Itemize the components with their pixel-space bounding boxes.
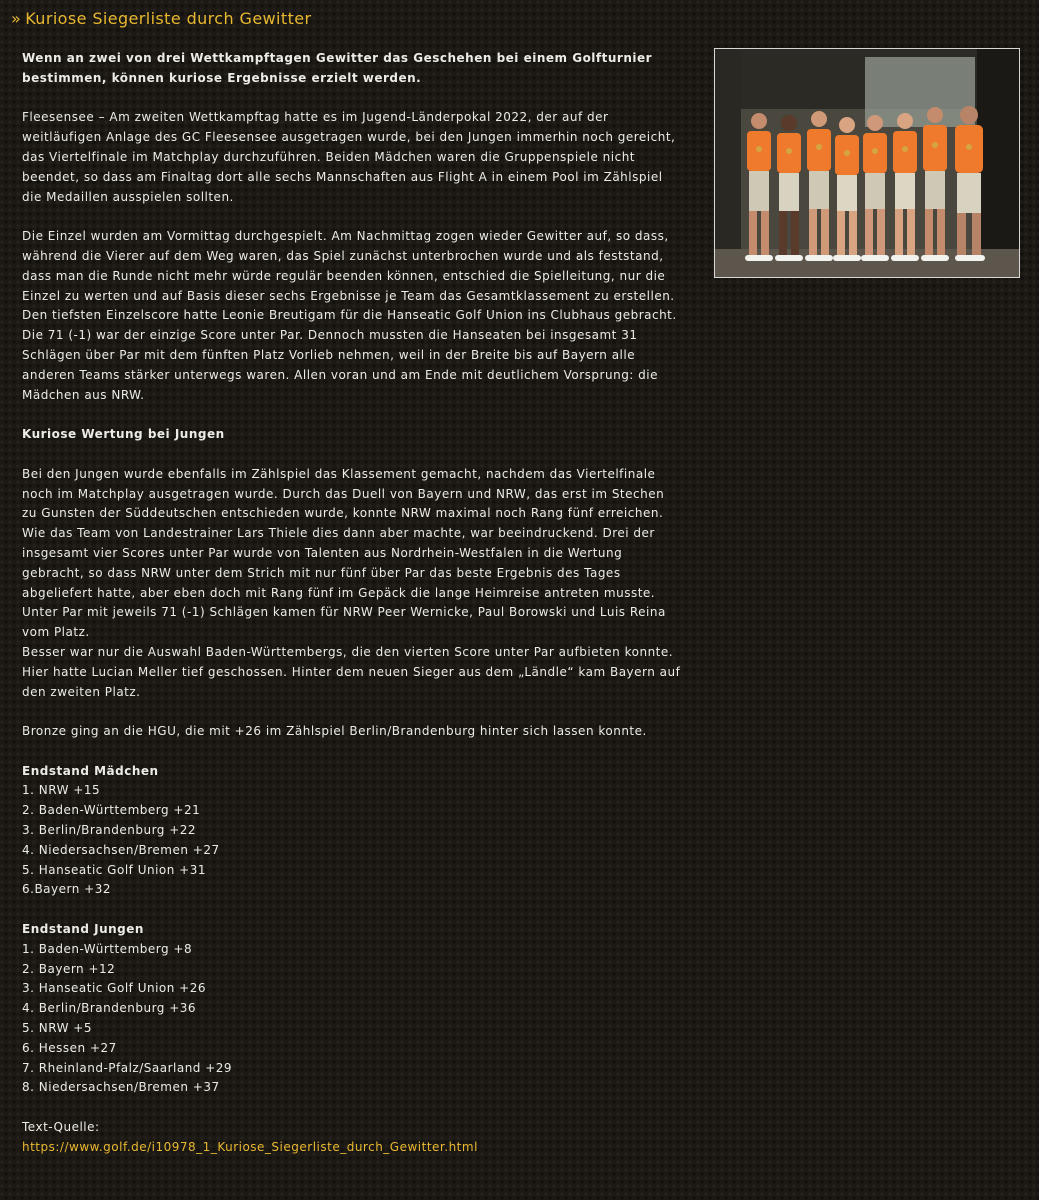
standings-boys-heading: Endstand Jungen: [22, 922, 144, 937]
team-photo-image-icon: [715, 49, 1019, 277]
standings-girls-heading: Endstand Mädchen: [22, 763, 159, 778]
standings-girls-list: [22, 781, 682, 900]
list-item: 4. Berlin/Brandenburg +36: [22, 1001, 197, 1016]
source-link[interactable]: https://www.golf.de/i10978_1_Kuriose_Siegerliste_durch_Gewitter.html: [22, 1139, 478, 1154]
standings-boys-list: [22, 940, 682, 1098]
list-item: 2. Bayern +12: [22, 961, 116, 976]
list-item: 1. NRW +15: [22, 783, 101, 798]
chevron-icon: »: [11, 9, 22, 28]
list-item: 5. NRW +5: [22, 1021, 92, 1036]
list-item: 3. Berlin/Brandenburg +22: [22, 823, 197, 838]
list-item: 6. Hessen +27: [22, 1040, 117, 1055]
list-item: 2. Baden-Württemberg +21: [22, 803, 201, 818]
page-title-text: Kuriose Siegerliste durch Gewitter: [25, 9, 312, 28]
list-item: 1. Baden-Württemberg +8: [22, 941, 193, 956]
source-label: Text-Quelle:: [22, 1120, 100, 1135]
article-subheading: Kuriose Wertung bei Jungen: [22, 427, 225, 442]
list-item: 8. Niedersachsen/Bremen +37: [22, 1080, 220, 1095]
article-paragraph: Fleesensee – Am zweiten Wettkampftag hatte es im Jugend-Länderpokal 2022, der auf der weitläufigen Anlage des GC Fleesensee ausgetragen wurde, bei den Jungen immerhin noch gereicht, das Viertelfinale im Matchplay durchzuführen. Beiden Mädchen waren die Gruppenspiele nicht beendet, so dass am Finaltag dort alle sechs Mannschaften aus Flight A in einem Pool im Zählspiel die Medaillen ausspielen sollten.: [22, 110, 676, 204]
article-paragraph: Bei den Jungen wurde ebenfalls im Zählspiel das Klassement gemacht, nachdem das Viertelfinale noch im Matchplay ausgetragen wurde. Durch das Duell von Bayern und NRW, das erst im Stechen zu Gunsten der Süddeutschen entschieden wurde, konnte NRW maximal noch Rang fünf erreichen. Wie das Team von Landestrainer Lars Thiele dies dann aber machte, war beeindruckend. Drei der insgesamt vier Scores unter Par wurde von Talenten aus Nordrhein-Westfalen in die Wertung gebracht, so dass NRW unter dem Strich mit nur fünf über Par das beste Ergebnis des Tages abgeliefert hatte, aber eben doch mit Rang fünf im Gepäck die lange Heimreise antreten musste. Unter Par mit jeweils 71 (-1) Schlägen kamen für NRW Peer Wernicke, Paul Borowski und Luis Reina vom Platz.: [22, 466, 666, 640]
article-body: [22, 49, 682, 1158]
list-item: 5. Hanseatic Golf Union +31: [22, 862, 207, 877]
page-title: [11, 9, 311, 28]
article-paragraph: Besser war nur die Auswahl Baden-Württembergs, die den vierten Score unter Par aufbieten konnte. Hier hatte Lucian Meller tief geschossen. Hinter dem neuen Sieger aus dem „Ländle“ kam Bayern auf den zweiten Platz.: [22, 644, 681, 699]
article-paragraph: Die Einzel wurden am Vormittag durchgespielt. Am Nachmittag zogen wieder Gewitter auf, so dass, während die Vierer auf dem Weg waren, das Spiel zunächst unterbrochen wurde und als feststand, dass man die Runde nicht mehr würde regulär beenden können, entschied die Spielleitung, nur die Einzel zu werten und auf Basis dieser sechs Ergebnisse je Team das Gesamtklassement zu erstellen. Den tiefsten Einzelscore hatte Leonie Breutigam für die Hanseatic Golf Union ins Clubhaus gebracht. Die 71 (-1) war der einzige Score unter Par. Dennoch mussten die Hanseaten bei insgesamt 31 Schlägen über Par mit dem fünften Platz Vorlieb nehmen, weil in der Breite bis auf Bayern alle anderen Teams stärker unterwegs waren. Allen voran und am Ende mit deutlichem Vorsprung: die Mädchen aus NRW.: [22, 229, 677, 402]
list-item: 6.Bayern +32: [22, 882, 111, 897]
list-item: 4. Niedersachsen/Bremen +27: [22, 842, 220, 857]
article-paragraph: Bronze ging an die HGU, die mit +26 im Zählspiel Berlin/Brandenburg hinter sich lassen konnte.: [22, 724, 647, 739]
list-item: 7. Rheinland-Pfalz/Saarland +29: [22, 1060, 233, 1075]
list-item: 3. Hanseatic Golf Union +26: [22, 981, 207, 996]
article-lead: Wenn an zwei von drei Wettkampftagen Gewitter das Geschehen bei einem Golfturnier bestimmen, können kuriose Ergebnisse erzielt werden.: [22, 51, 653, 85]
team-photo: [714, 48, 1020, 278]
